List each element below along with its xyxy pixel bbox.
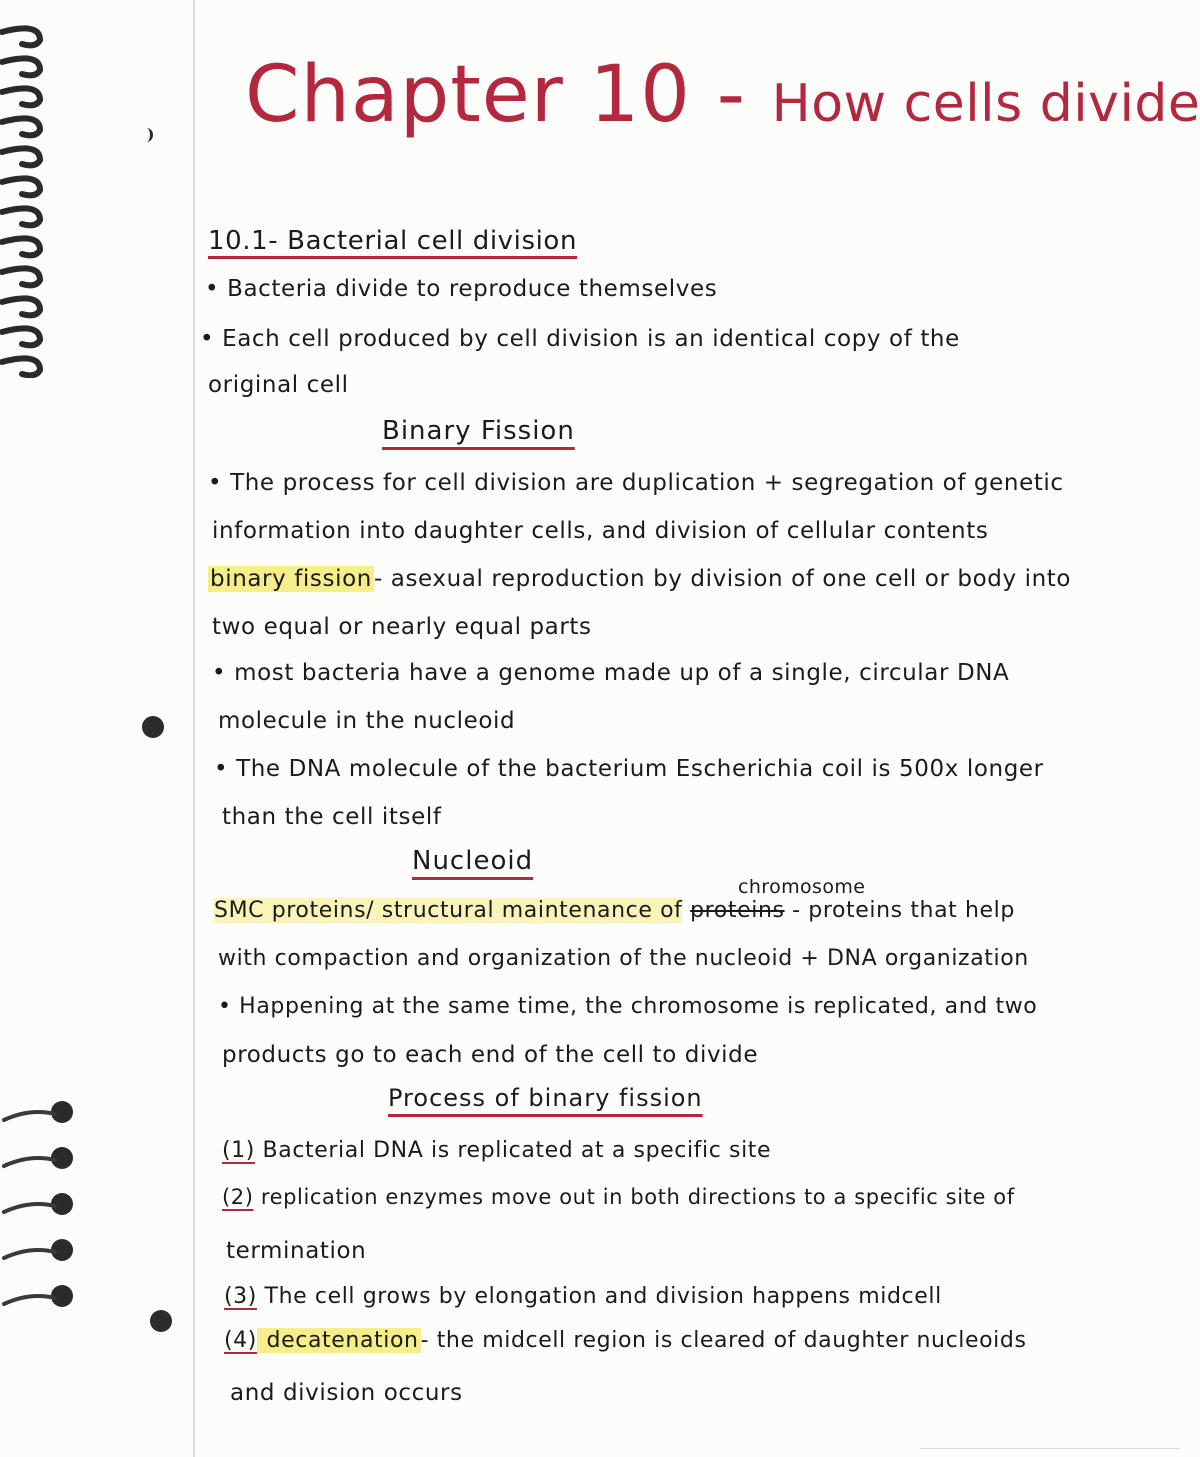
heading-binary-fission: Binary Fission xyxy=(382,416,575,446)
page-title xyxy=(245,50,1200,140)
bullet-ecoli-line2: than the cell itself xyxy=(222,804,442,830)
step-1-number: (1) xyxy=(222,1138,255,1163)
step-4-text: - the midcell region is cleared of daughter nucleoids xyxy=(420,1328,1027,1353)
bullet-identical-copy-line2: original cell xyxy=(208,372,349,398)
definition-binary-fission-line1 xyxy=(208,564,1071,594)
struck-word-proteins: proteins xyxy=(690,898,785,923)
section-heading-10-1: 10.1- Bacterial cell division xyxy=(208,226,578,256)
title-rest: How cells divide xyxy=(771,74,1200,134)
bullet-bacteria-divide: • Bacteria divide to reproduce themselves xyxy=(205,276,718,302)
step-4-line2: and division occurs xyxy=(230,1380,463,1406)
spiral-binding-bottom xyxy=(0,1100,80,1350)
bullet-genome-line1: • most bacteria have a genome made up of a single, circular DNA xyxy=(212,660,1010,686)
bullet-ecoli-line1: • The DNA molecule of the bacterium Escherichia coil is 500x longer xyxy=(214,756,1044,782)
highlighted-term-decatenation: decatenation xyxy=(258,1328,419,1353)
step-3 xyxy=(224,1282,942,1312)
highlighted-term-smc: SMC proteins/ structural maintenance of xyxy=(214,898,683,923)
hole-mark-top xyxy=(140,128,153,142)
bullet-process-line1: • The process for cell division are duplication + segregation of genetic xyxy=(208,470,1064,496)
definition-smc-line1 xyxy=(214,896,1015,926)
heading-process-binary-fission: Process of binary fission xyxy=(388,1084,703,1112)
step-2-text: replication enzymes move out in both directions to a specific site of xyxy=(253,1185,1015,1209)
spiral-binding-top xyxy=(0,18,60,378)
bullet-replication-line1: • Happening at the same time, the chromosome is replicated, and two xyxy=(218,994,1038,1019)
step-2-line2: termination xyxy=(226,1238,367,1264)
definition-smc-line2: with compaction and organization of the nucleoid + DNA organization xyxy=(218,946,1029,971)
step-3-text: The cell grows by elongation and division happens midcell xyxy=(256,1284,942,1309)
definition-smc-text: - proteins that help xyxy=(784,898,1015,923)
definition-binary-fission-line2: two equal or nearly equal parts xyxy=(212,614,592,640)
step-1-text: Bacterial DNA is replicated at a specific site xyxy=(254,1138,772,1163)
bullet-genome-line2: molecule in the nucleoid xyxy=(218,708,516,734)
step-1 xyxy=(222,1136,771,1166)
highlighted-term-binary-fission: binary fission xyxy=(210,566,372,592)
title-main: Chapter 10 - xyxy=(245,50,772,140)
definition-binary-fission-text: - asexual reproduction by division of one cell or body into xyxy=(373,566,1072,592)
bottom-rule xyxy=(920,1448,1180,1449)
step-2-number: (2) xyxy=(222,1185,254,1209)
bullet-process-line2: information into daughter cells, and division of cellular contents xyxy=(212,518,989,544)
bullet-identical-copy-line1: • Each cell produced by cell division is an identical copy of the xyxy=(200,326,960,352)
step-4-line1 xyxy=(224,1326,1027,1356)
bullet-replication-line2: products go to each end of the cell to divide xyxy=(222,1042,759,1068)
inserted-word-chromosome: chromosome xyxy=(738,876,866,898)
hole-bottom xyxy=(150,1310,172,1332)
hole-middle xyxy=(142,716,164,738)
step-3-number: (3) xyxy=(224,1284,257,1309)
heading-nucleoid: Nucleoid xyxy=(412,846,534,876)
step-2-line1 xyxy=(222,1182,1015,1212)
step-4-number: (4) xyxy=(224,1328,257,1353)
margin-line xyxy=(193,0,195,1457)
